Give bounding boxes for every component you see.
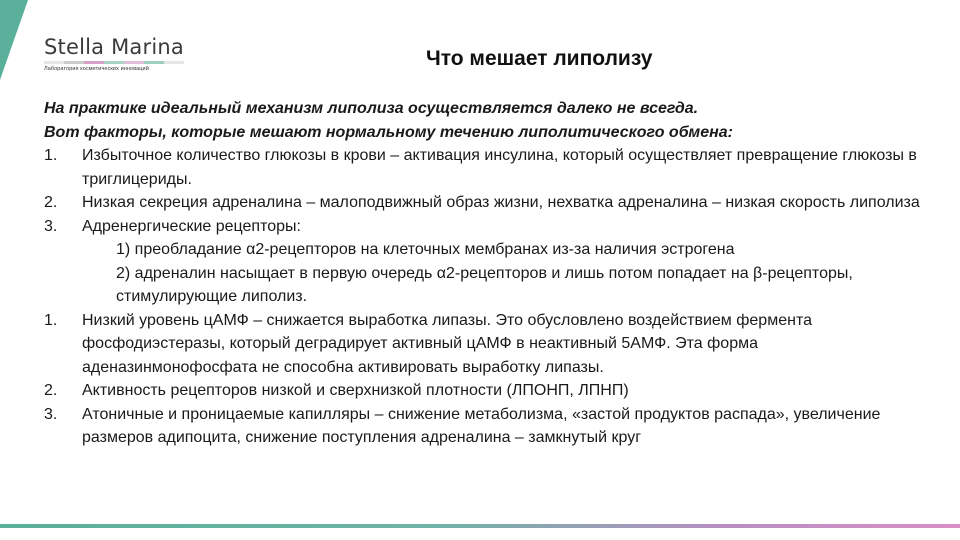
- sub-item: 2) адреналин насыщает в первую очередь α2-рецепторов и лишь потом попадает на β-рецепторы, стимулирующие липолиз.: [116, 264, 853, 305]
- list-number: 2.: [44, 194, 58, 211]
- intro-line: На практике идеальный механизм липолиза осуществляется далеко не всегда.: [44, 100, 699, 117]
- list-text: Избыточное количество глюкозы в крови – активация инсулина, который осуществляет превращение глюкозы в триглицериды.: [82, 147, 917, 188]
- bottom-accent-bar: [0, 524, 960, 528]
- list-item: [44, 309, 924, 380]
- list-text: Низкая секреция адреналина – малоподвижный образ жизни, нехватка адреналина – низкая скорость липолиза: [82, 194, 920, 211]
- brand-logo: [44, 34, 204, 72]
- list-item: [44, 191, 924, 215]
- list-text: Низкий уровень цАМФ – снижается выработка липазы. Это обусловлено воздействием фермента фосфодиэстеразы, который деградирует активный цАМФ в неактивный 5АМФ. Эта форма аденазинмонофосфата не способна активировать выработку липазы.: [82, 311, 812, 376]
- slide-title: Что мешает липолизу: [426, 47, 653, 70]
- list-number: 1.: [44, 147, 58, 164]
- list-number: 3.: [44, 217, 58, 235]
- list-item: [44, 379, 924, 403]
- list-text: Адренергические рецепторы:: [82, 217, 301, 235]
- list-text: Атоничные и проницаемые капилляры – снижение метаболизма, «застой продуктов распада», увеличение размеров адипоцита, снижение поступления адреналина – замкнутый круг: [82, 405, 881, 446]
- intro-line: Вот факторы, которые мешают нормальному течению липолитического обмена:: [44, 123, 734, 141]
- list-item: [44, 144, 924, 191]
- list-text: Активность рецепторов низкой и сверхнизкой плотности (ЛПОНП, ЛПНП): [82, 382, 629, 399]
- brand-tagline: Лаборатория косметических инноваций: [44, 66, 149, 72]
- corner-accent: [0, 0, 40, 80]
- list-item: [44, 403, 924, 450]
- list-number: 2.: [44, 382, 58, 399]
- list-number: 3.: [44, 405, 58, 423]
- sub-item: 1) преобладание α2-рецепторов на клеточных мембранах из-за наличия эстрогена: [116, 241, 735, 258]
- slide-body: [44, 97, 924, 450]
- brand-name: Stella Marina: [44, 35, 184, 59]
- brand-stripe: [44, 61, 184, 64]
- list-number: 1.: [44, 311, 58, 329]
- list-item: [44, 215, 924, 239]
